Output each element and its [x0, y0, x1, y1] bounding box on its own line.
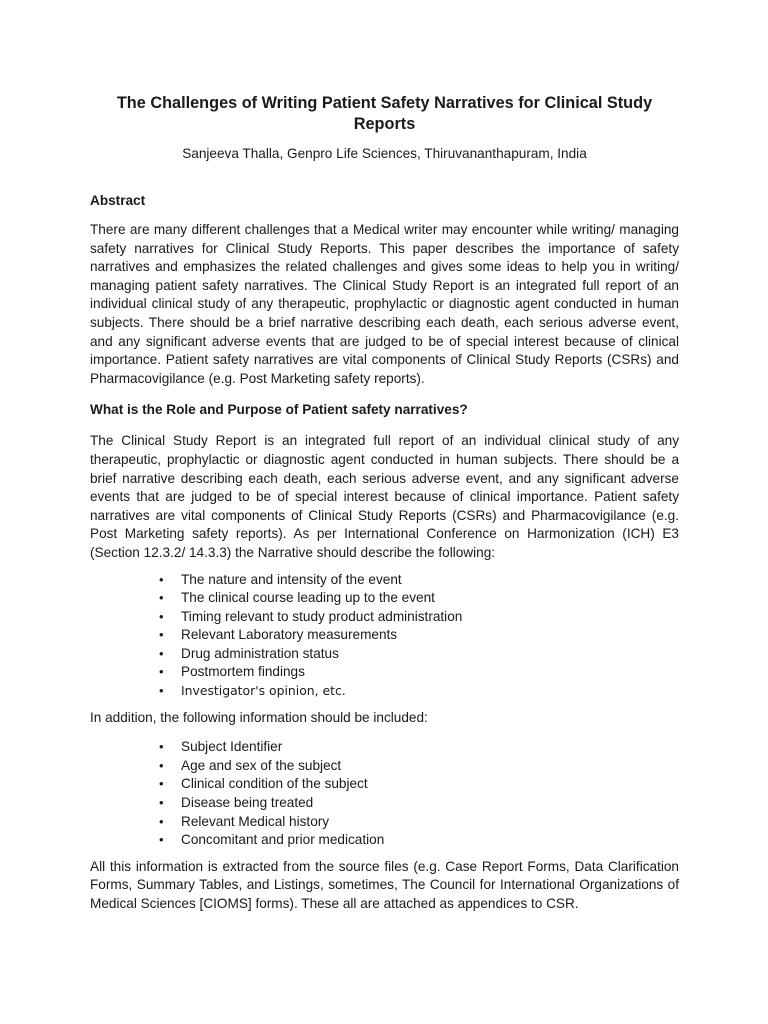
abstract-heading: Abstract: [90, 193, 146, 208]
list-item: • Relevant Medical history: [159, 813, 679, 832]
bullet-icon: •: [159, 683, 164, 699]
list-item: • Drug administration status: [159, 645, 679, 664]
list-item: • The nature and intensity of the event: [159, 571, 679, 590]
closing-paragraph: All this information is extracted from the source files (e.g. Case Report Forms, Data Clarification Forms, Summary Tables, and Listings, sometimes, The Council for International Organizations of Medical Sciences [CIOMS] forms). These all are attached as appendices to CSR.: [90, 858, 679, 911]
list-item: • Postmortem findings: [159, 663, 679, 682]
bullet-icon: •: [159, 776, 164, 792]
bullet-icon: •: [159, 795, 164, 811]
bullet-icon: •: [159, 757, 164, 773]
bullet-icon: •: [159, 627, 164, 643]
bullet-icon: •: [159, 813, 164, 829]
additional-items-list: [90, 738, 679, 850]
bullet-icon: •: [159, 664, 164, 680]
list-item: • Disease being treated: [159, 794, 679, 813]
list-item: • The clinical course leading up to the event: [159, 589, 679, 608]
list-item: • Relevant Laboratory measurements: [159, 626, 679, 645]
bullet-icon: •: [159, 608, 164, 624]
list-item: • Investigator's opinion, etc.: [159, 682, 679, 701]
bullet-icon: •: [159, 832, 164, 848]
bullet-icon: •: [159, 645, 164, 661]
paper-title: The Challenges of Writing Patient Safety Narratives for Clinical Study Reports: [116, 94, 653, 133]
list-item: • Age and sex of the subject: [159, 757, 679, 776]
bullet-icon: •: [159, 590, 164, 606]
bullet-icon: •: [159, 739, 164, 755]
role-paragraph: The Clinical Study Report is an integrated full report of an individual clinical study of any therapeutic, prophylactic or diagnostic agent conducted in human subjects. There should be a brief narrative describing each death, each serious adverse event, and any significant adverse events that are judged to be of special interest because of clinical importance. Patient safety narratives are vital components of Clinical Study Reports (CSRs) and Pharmacovigilance (e.g. Post Marketing safety reports). As per International Conference on Harmonization (ICH) E3 (Section 12.3.2/ 14.3.3) the Narrative should describe the following:: [90, 433, 679, 560]
author-line: Sanjeeva Thalla, Genpro Life Sciences, Thiruvananthapuram, India: [182, 146, 587, 161]
list-item: • Timing relevant to study product administration: [159, 608, 679, 627]
abstract-paragraph: There are many different challenges that a Medical writer may encounter while writing/ managing safety narratives for Clinical Study Reports. This paper describes the importance of safety narratives and emphasizes the related challenges and gives some ideas to help you in writing/ managing patient safety narratives. The Clinical Study Report is an integrated full report of an individual clinical study of any therapeutic, prophylactic or diagnostic agent conducted in human subjects. There should be a brief narrative describing each death, each serious adverse event, and any significant adverse events that are judged to be of special interest because of clinical importance. Patient safety narratives are vital components of Clinical Study Reports (CSRs) and Pharmacovigilance (e.g. Post Marketing safety reports).: [90, 222, 679, 386]
narrative-items-list: [90, 571, 679, 701]
list-item: • Subject Identifier: [159, 738, 679, 757]
addition-paragraph: In addition, the following information should be included:: [90, 709, 428, 725]
list-item: • Concomitant and prior medication: [159, 831, 679, 850]
list-item: • Clinical condition of the subject: [159, 775, 679, 794]
role-heading: What is the Role and Purpose of Patient safety narratives?: [90, 402, 468, 418]
bullet-icon: •: [159, 571, 164, 587]
